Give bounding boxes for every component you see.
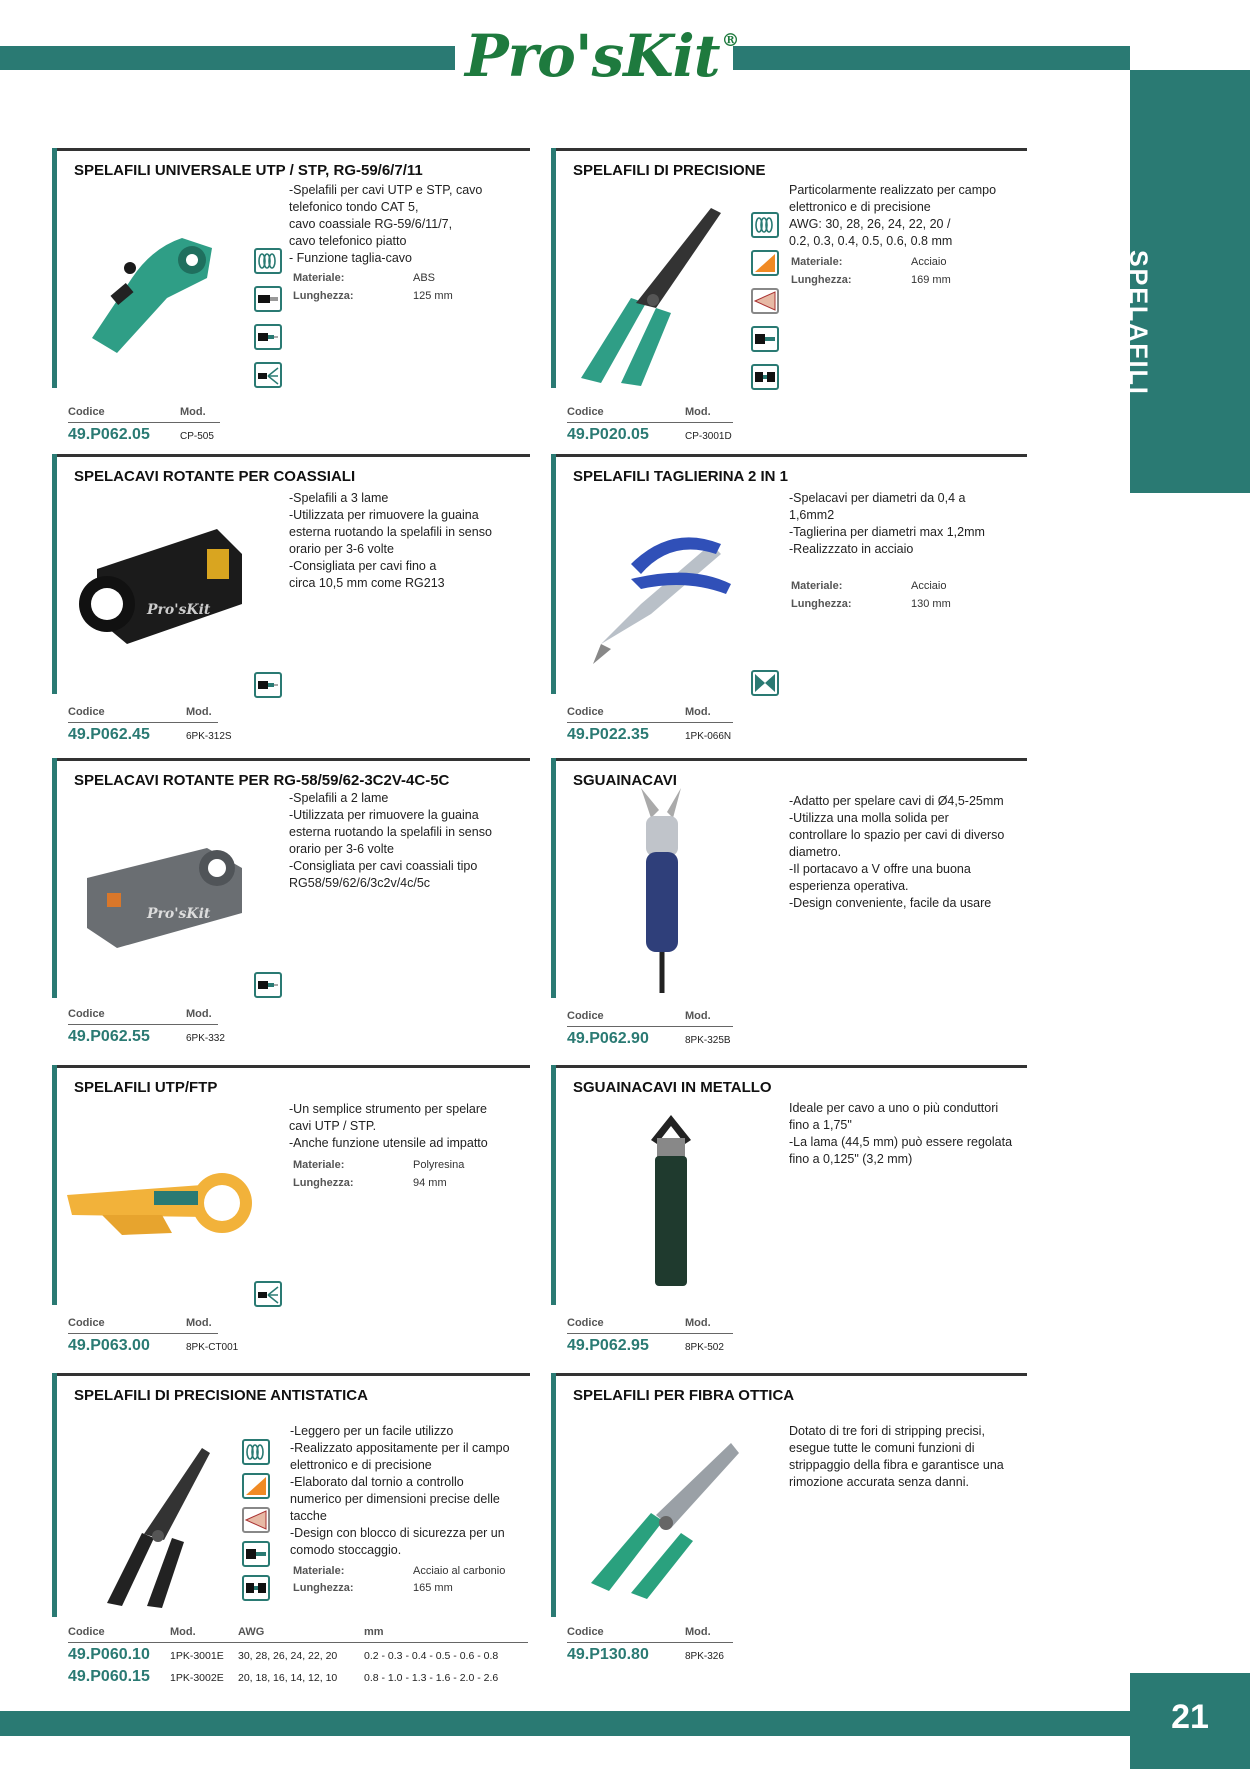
product-description: Ideale per cavo a uno o più conduttori fino a 1,75" -La lama (44,5 mm) può essere regolata fino a 0,125" (3,2 mm) [789, 1101, 1013, 1166]
product-title: SPELAFILI DI PRECISIONE ANTISTATICA [74, 1387, 368, 1404]
cone-icon [242, 1507, 270, 1533]
product-model: 6PK-332 [186, 1033, 225, 1044]
product-image [581, 1423, 751, 1603]
product-model: CP-505 [180, 431, 214, 442]
page-number: 21 [1171, 1698, 1209, 1736]
header-bar-left [0, 46, 455, 70]
product-card: SPELAFILI UNIVERSALE UTP / STP, RG-59/6/7/11 -Spelafili per cavi UTP e STP, cavo telefonico tondo CAT 5, cavo coassiale RG-59/6/11/7, cavo telefonico piatto - Funzione taglia-cavo Materiale: ABS Lunghezza: 125 mm Codice Mod. 49.P062.05 CP-505 [52, 148, 530, 438]
product-title: SPELACAVI ROTANTE PER COASSIALI [74, 468, 356, 485]
awg-values: 30, 28, 26, 24, 22, 20 [238, 1650, 338, 1662]
footer-bar [0, 1711, 1130, 1736]
wire-coil-icon [254, 248, 282, 274]
wire-coil-icon [751, 212, 779, 238]
product-description: -Spelafili per cavi UTP e STP, cavo telefonico tondo CAT 5, cavo coassiale RG-59/6/11/7, cavo telefonico piatto - Funzione taglia-cavo [289, 183, 483, 265]
product-card: SGUAINACAVI -Adatto per spelare cavi di Ø4,5-25mm -Utilizza una molla solida per controllare lo spazio per cavi di diverso diametro. -Il portacavo a V offre una buona esperienza operativa. -Design conveniente, facile da usare Codice Mod. 49.P062.90 8PK-325B [551, 758, 1029, 1048]
header-bar-right [733, 46, 1130, 70]
product-code: 49.P062.55 [68, 1028, 150, 1045]
cable-strip-icon [242, 1575, 270, 1601]
product-card: SPELAFILI PER FIBRA OTTICA Dotato di tre fori di stripping precisi, esegue tutte le comuni funzioni di strippaggio della fibra e garantisce una rimozione accurata senza danni. Codice Mod. 49.P130.80 8PK-326 [551, 1373, 1029, 1673]
product-description: -Spelafili a 3 lame -Utilizzata per rimuovere la guaina esterna ruotando la spelafili in senso orario per 3-6 volte -Consigliata per cavi fino a circa 10,5 mm come RG213 [289, 491, 492, 590]
product-model: 1PK-066N [685, 731, 732, 742]
cut-diagonal-icon [751, 250, 779, 276]
product-code: 49.P130.80 [567, 1646, 649, 1663]
product-title: SGUAINACAVI [573, 772, 677, 789]
product-code: 49.P020.05 [567, 426, 649, 443]
section-tab-label: SPELAFILI [1124, 250, 1152, 396]
svg-text:Pro'sKit: Pro'sKit [147, 906, 211, 922]
product-title: SPELAFILI UTP/FTP [74, 1079, 218, 1096]
cable-end-icon [254, 324, 282, 350]
brand-logo: Pro'sKit ® [465, 22, 739, 90]
product-model: 8PK-502 [685, 1342, 724, 1353]
product-code: 49.P062.95 [567, 1337, 649, 1354]
blade-icon [751, 670, 779, 696]
product-code: 49.P022.35 [567, 726, 649, 743]
product-model: 1PK-3002E [170, 1672, 224, 1684]
product-title: SGUAINACAVI IN METALLO [573, 1079, 772, 1096]
product-card: SPELAFILI DI PRECISIONE Particolarmente realizzato per campo elettronico e di precisione AWG: 30, 28, 26, 24, 22, 20 / 0.2, 0.3, 0.4, 0.5, 0.6, 0.8 mm Materiale: Acciaio Lunghezza: 169 mm Codice Mod. 49.P020.05 CP-3001D [551, 148, 1029, 438]
cable-spark-icon [254, 362, 282, 388]
product-description: Dotato di tre fori di stripping precisi, esegue tutte le comuni funzioni di strippaggio della fibra e garantisce una rimozione accurata senza danni. [789, 1424, 1004, 1489]
product-description: -Leggero per un facile utilizzo -Realizzato appositamente per il campo elettronico e di precisione -Elaborato dal tornio a controllo numerico per dimensioni precise delle tacche -Design con blocco di sicurezza per un comodo stoccaggio. [290, 1424, 510, 1557]
product-model: 1PK-3001E [170, 1650, 224, 1662]
svg-text:Pro'sKit: Pro'sKit [147, 602, 211, 618]
product-model: 6PK-312S [186, 731, 232, 742]
product-title: SPELAFILI DI PRECISIONE [573, 162, 766, 179]
product-code: 49.P062.90 [567, 1030, 649, 1047]
cable-strip-icon [751, 326, 779, 352]
product-code: 49.P060.10 [68, 1646, 150, 1663]
product-title: SPELAFILI PER FIBRA OTTICA [573, 1387, 795, 1404]
cable-strip-icon [242, 1541, 270, 1567]
cut-diagonal-icon [242, 1473, 270, 1499]
product-image [561, 188, 741, 388]
product-image [67, 509, 257, 659]
product-image [62, 1155, 262, 1255]
product-model: 8PK-326 [685, 1651, 724, 1662]
cable-strip-icon [751, 364, 779, 390]
product-description: -Spelacavi per diametri da 0,4 a 1,6mm2 -Taglierina per diametri max 1,2mm -Realizzzato in acciaio [789, 491, 985, 556]
product-image [641, 1110, 701, 1290]
product-card: SGUAINACAVI IN METALLO Ideale per cavo a uno o più conduttori fino a 1,75" -La lama (44,5 mm) può essere regolata fino a 0,125" (3,2 mm) Codice Mod. 49.P062.95 8PK-502 [551, 1065, 1029, 1355]
product-card: SPELAFILI DI PRECISIONE ANTISTATICA -Leggero per un facile utilizzo -Realizzato appositamente per il campo elettronico e di precisione -Elaborato dal tornio a controllo numerico per dimensioni precise delle tacche -Design con blocco di sicurezza per un comodo stoccaggio. Materiale: Acciaio al carbonio Lunghezza: 165 mm Codice Mod. AWG mm 49.P060.10 1PK-3001E 30, 28, 26, 24, 22, 20 0.2 - 0.3 - 0.4 - 0.5 - 0.6 - 0.8 49.P060.15 1PK-3002E 20, 18, 16, 14, 12, 10 0.8 - 1.0 - 1.3 - 1.6 - 2.0 - 2.6 [52, 1373, 532, 1693]
product-model: 8PK-325B [685, 1035, 731, 1046]
cable-end-icon [254, 672, 282, 698]
product-card: SPELAFILI TAGLIERINA 2 IN 1 -Spelacavi per diametri da 0,4 a 1,6mm2 -Taglierina per diametri max 1,2mm -Realizzzato in acciaio Materiale: Acciaio Lunghezza: 130 mm Codice Mod. 49.P022.35 1PK-066N [551, 454, 1029, 744]
product-model: 8PK-CT001 [186, 1342, 239, 1353]
product-image [72, 208, 232, 358]
product-code: 49.P062.45 [68, 726, 150, 743]
product-code: 49.P060.15 [68, 1668, 150, 1685]
product-image [77, 828, 257, 958]
product-card: SPELACAVI ROTANTE PER RG-58/59/62-3C2V-4C-5C -Spelafili a 2 lame -Utilizzata per rimuovere la guaina esterna ruotando la spelafili in senso orario per 3-6 volte -Consigliata per cavi coassiali tipo RG58/59/62/6/3c2v/4c/5c Pro'sKit Codice Mod. 49.P062.55 6PK-332 [52, 758, 530, 1048]
mm-values: 0.2 - 0.3 - 0.4 - 0.5 - 0.6 - 0.8 [364, 1650, 499, 1662]
product-description: -Spelafili a 2 lame -Utilizzata per rimuovere la guaina esterna ruotando la spelafili in senso orario per 3-6 volte -Consigliata per cavi coassiali tipo RG58/59/62/6/3c2v/4c/5c [289, 791, 492, 890]
cable-end-icon [254, 972, 282, 998]
product-code: 49.P062.05 [68, 426, 150, 443]
product-code: 49.P063.00 [68, 1337, 150, 1354]
product-image [92, 1438, 222, 1608]
product-image [621, 788, 701, 998]
product-title: SPELAFILI TAGLIERINA 2 IN 1 [573, 468, 789, 485]
cone-icon [751, 288, 779, 314]
cable-strip-icon [254, 286, 282, 312]
product-card: SPELAFILI UTP/FTP -Un semplice strumento per spelare cavi UTP / STP. -Anche funzione utensile ad impatto Materiale: Polyresina Lunghezza: 94 mm Codice Mod. 49.P063.00 8PK-CT001 [52, 1065, 530, 1355]
cable-spark-icon [254, 1281, 282, 1307]
product-card: SPELACAVI ROTANTE PER COASSIALI -Spelafili a 3 lame -Utilizzata per rimuovere la guaina esterna ruotando la spelafili in senso orario per 3-6 volte -Consigliata per cavi fino a circa 10,5 mm come RG213 Pro'sKit Codice Mod. 49.P062.45 6PK-312S [52, 454, 530, 744]
product-model: CP-3001D [685, 431, 732, 442]
product-description: -Un semplice strumento per spelare cavi UTP / STP. -Anche funzione utensile ad impatto [289, 1102, 488, 1150]
product-description: Particolarmente realizzato per campo elettronico e di precisione AWG: 30, 28, 26, 24, 22, 20 / 0.2, 0.3, 0.4, 0.5, 0.6, 0.8 mm [789, 183, 997, 248]
product-description: -Adatto per spelare cavi di Ø4,5-25mm -Utilizza una molla solida per controllare lo spazio per cavi di diverso diametro. -Il portacavo a V offre una buona esperienza operativa. -Design conveniente, facile da usare [789, 794, 1005, 910]
product-title: SPELAFILI UNIVERSALE UTP / STP, RG-59/6/7/11 [74, 162, 423, 179]
wire-coil-icon [242, 1439, 270, 1465]
product-image [571, 504, 741, 674]
product-title: SPELACAVI ROTANTE PER RG-58/59/62-3C2V-4C-5C [74, 772, 450, 789]
mm-values: 0.8 - 1.0 - 1.3 - 1.6 - 2.0 - 2.6 [364, 1672, 499, 1684]
awg-values: 20, 18, 16, 14, 12, 10 [238, 1672, 338, 1684]
